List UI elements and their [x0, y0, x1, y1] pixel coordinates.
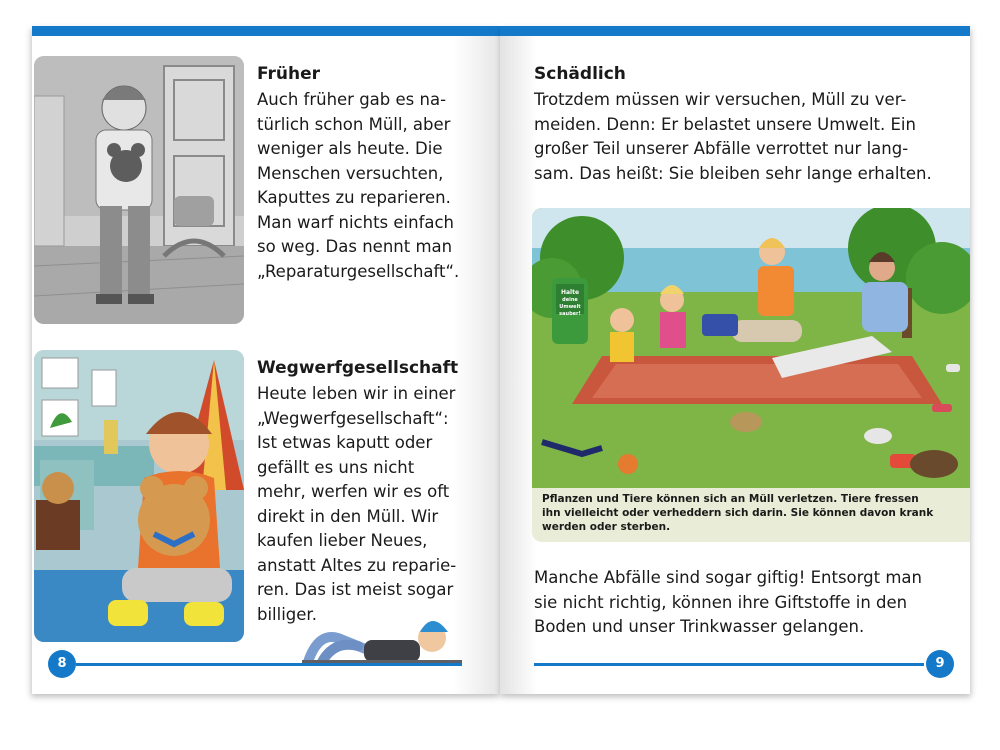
boy-with-teddy-color-image	[34, 350, 244, 642]
picnic-caption: Pflanzen und Tiere können sich an Müll verletzen. Tiere fressen ihn vielleicht oder verheddern sich darin. Sie können davon krank werden oder sterben.	[542, 493, 934, 533]
section-text-frueher: Auch früher gab es na- türlich schon Müll, aber weniger als heute. Die Menschen versuchten, Kaputtes zu reparieren. Man warf nichts einfach so weg. Das nennt man „Reparaturgesellschaft“.	[257, 90, 460, 281]
right-top-bar	[500, 26, 970, 36]
picnic-with-litter-image	[532, 208, 970, 488]
bin-sign-line4: sauber!	[559, 311, 581, 317]
bin-sign-line2: deine	[562, 297, 578, 303]
bottom-text: Manche Abfälle sind sogar giftig! Entsorgt man sie nicht richtig, können ihre Giftstoffe in den Boden und unser Trinkwasser gelangen.	[534, 568, 922, 636]
present-illustration	[34, 350, 244, 642]
section-heading-schaedlich: Schädlich	[534, 64, 626, 84]
page-number-left: 8	[48, 650, 76, 678]
section-text-wegwerf: Heute leben wir in einer „Wegwerfgesellschaft“: Ist etwas kaputt oder gefällt es uns nicht mehr, werfen wir es oft direkt in den Müll. Wir kaufen lieber Neues, anstatt Altes zu reparie- ren. Das ist meist sogar billiger.	[257, 384, 457, 624]
bin-sign-line3: Umwelt	[559, 304, 581, 310]
reclining-boy-illustration	[302, 612, 462, 666]
past-illustration	[34, 56, 244, 324]
boy-with-teddy-grayscale-image	[34, 56, 244, 324]
right-page	[500, 26, 970, 694]
section-heading-wegwerf: Wegwerfgesellschaft	[257, 358, 459, 378]
left-page	[32, 26, 500, 694]
bin-sign-line1: Halte	[560, 289, 580, 296]
left-top-bar	[32, 26, 500, 36]
page-number-right: 9	[926, 650, 954, 678]
picnic-illustration	[532, 208, 970, 488]
section-heading-frueher: Früher	[257, 64, 321, 84]
left-footer-line	[76, 663, 462, 666]
section-text-schaedlich: Trotzdem müssen wir versuchen, Müll zu ver- meiden. Denn: Er belastet unsere Umwelt. Ein großer Teil unserer Abfälle verrottet nur lang- sam. Das heißt: Sie bleiben sehr lange erhalten.	[534, 90, 932, 183]
right-footer-line	[534, 663, 924, 666]
